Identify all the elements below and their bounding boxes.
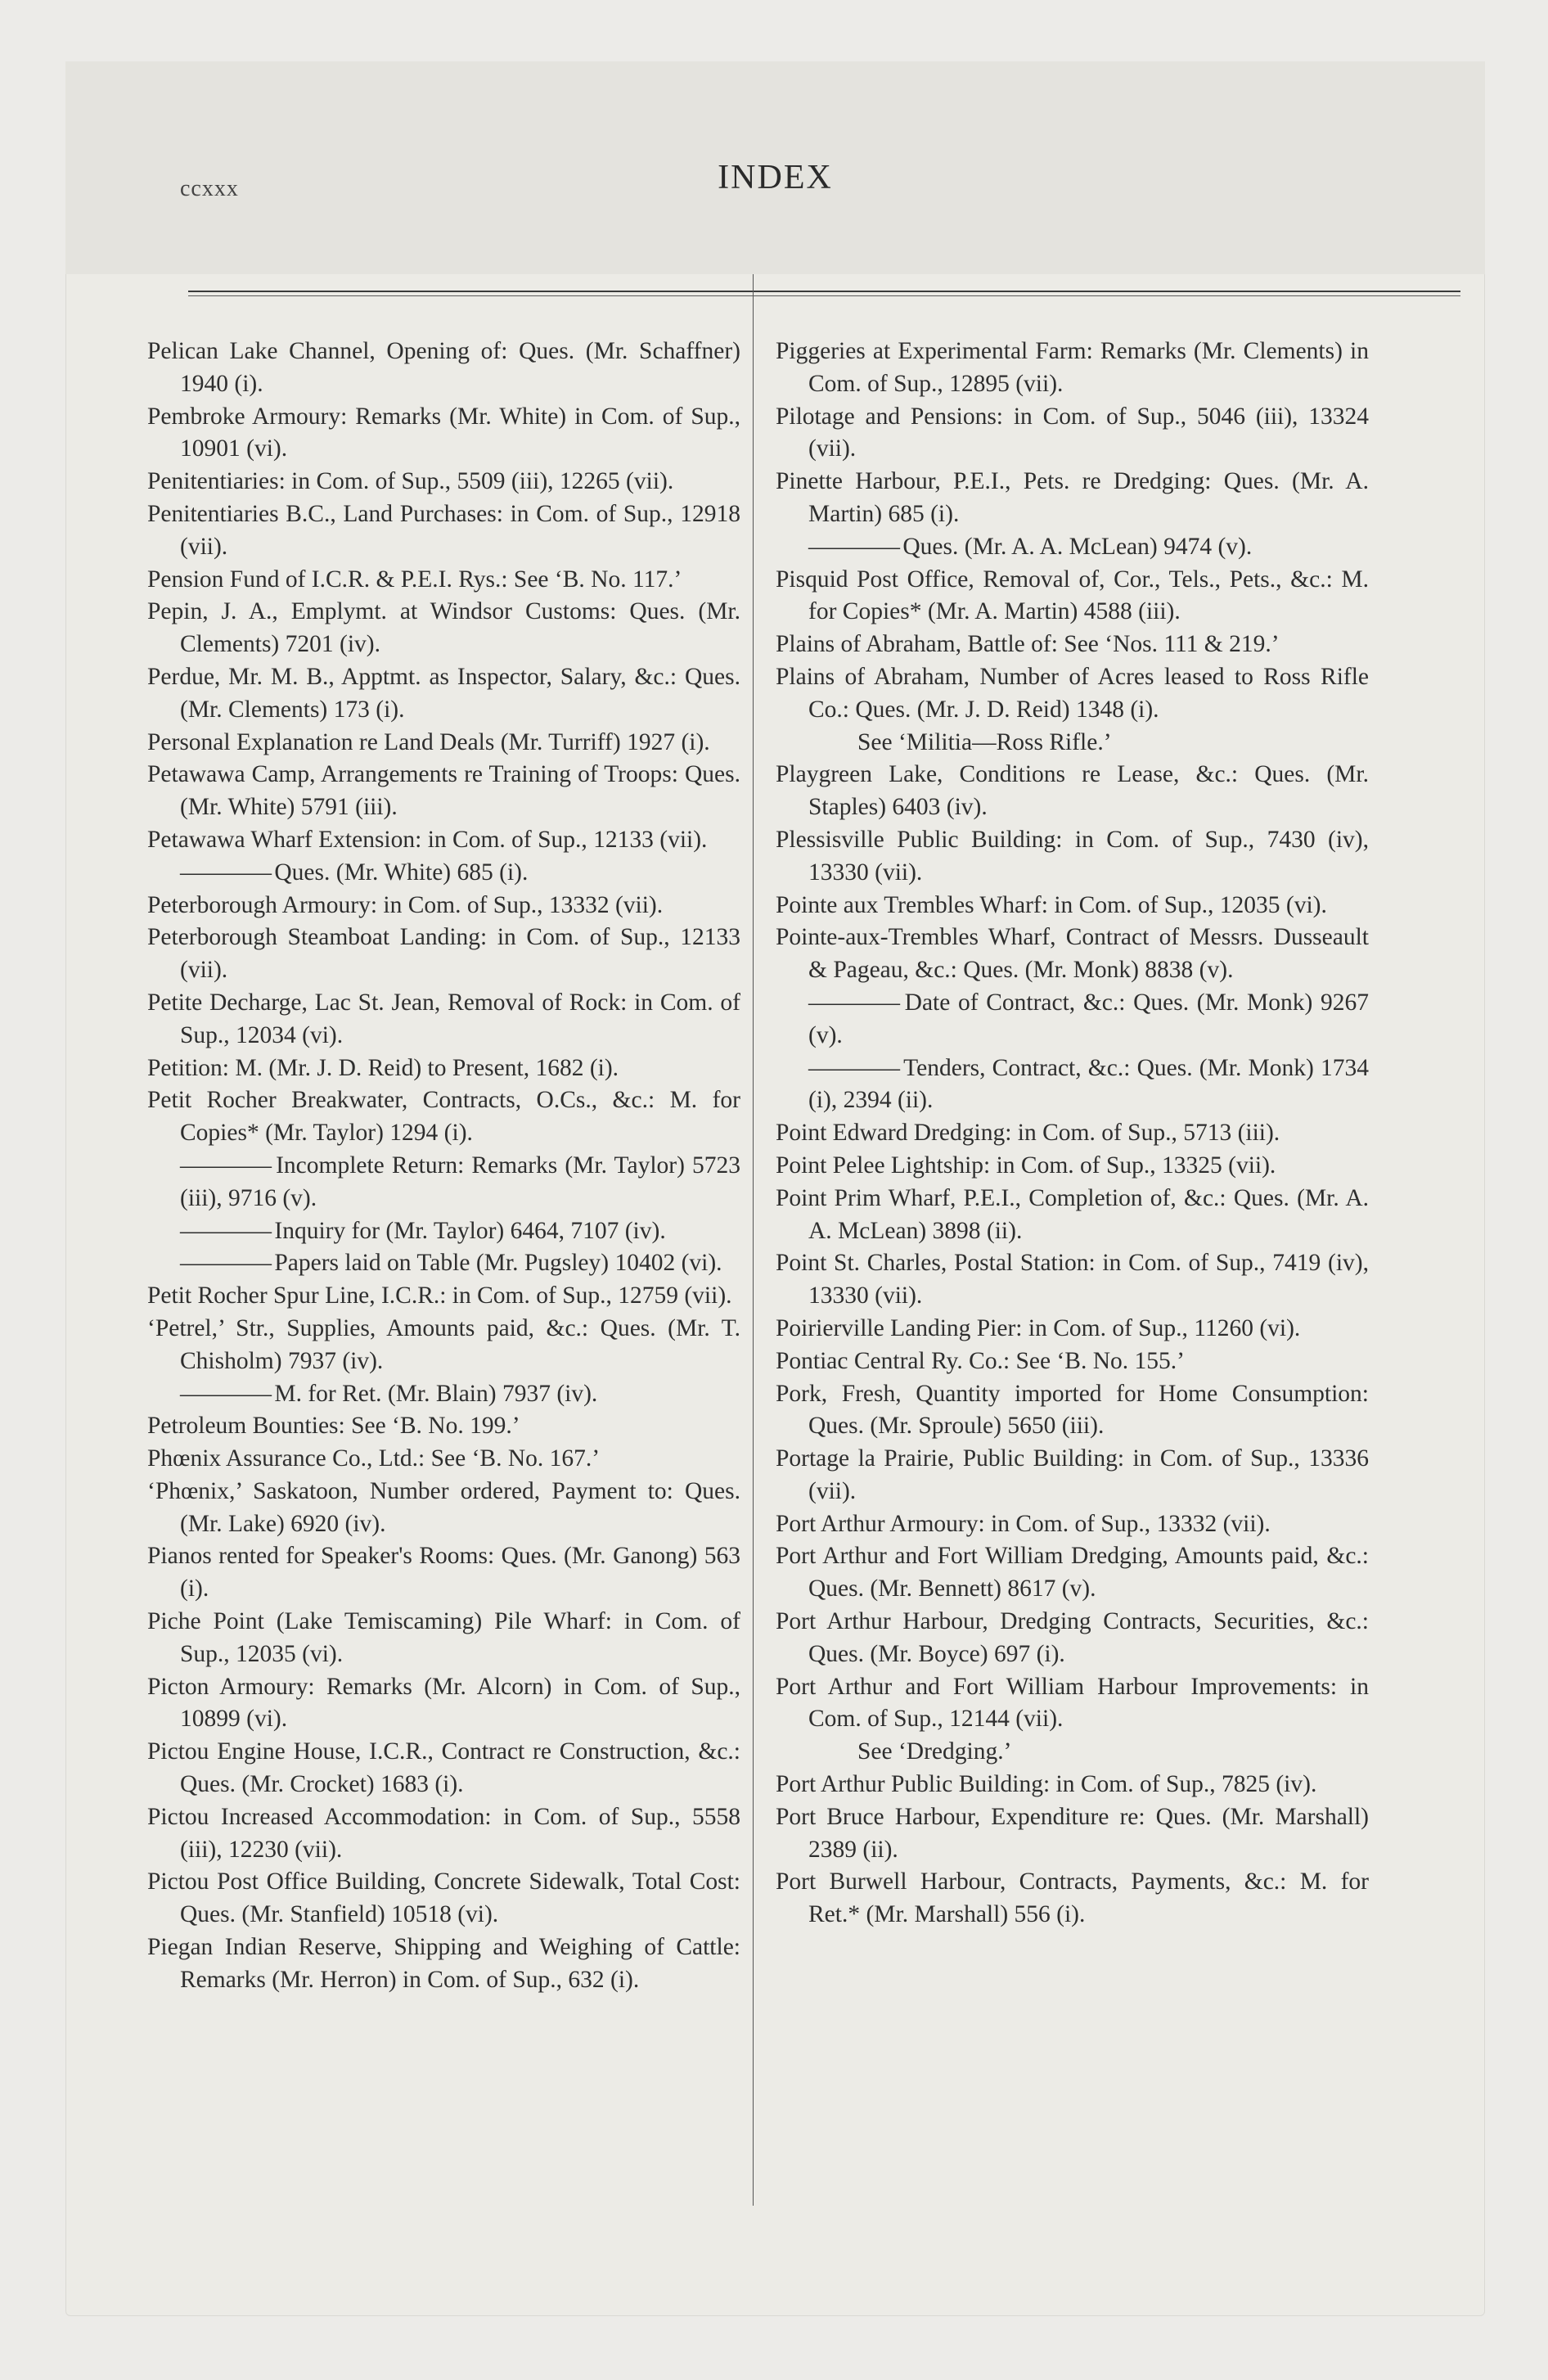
index-entry: Pontiac Central Ry. Co.: See ‘B. No. 155.’ <box>776 1347 1185 1374</box>
cross-reference: See ‘Militia—Ross Rifle.’ <box>857 728 1112 755</box>
index-entry: Port Arthur Armoury: in Com. of Sup., 13332 (vii). <box>776 1510 1271 1537</box>
index-entry: Pepin, J. A., Emplymt. at Windsor Customs: Ques. (Mr. Clements) 7201 (iv). <box>147 598 740 658</box>
index-subentry: ———— Date of Contract, &c.: Ques. (Mr. Monk) 9267 (v). <box>776 987 1369 1053</box>
index-entry: Pembroke Armoury: Remarks (Mr. White) in Com. of Sup., 10901 (vi). <box>147 403 740 462</box>
left-column <box>147 336 740 1997</box>
index-entry: Petite Decharge, Lac St. Jean, Removal of Rock: in Com. of Sup., 12034 (vi). <box>147 989 740 1048</box>
right-column <box>776 336 1369 1931</box>
index-entry: Pictou Post Office Building, Concrete Sidewalk, Total Cost: Ques. (Mr. Stanfield) 10518 (vi). <box>147 1868 740 1928</box>
index-entry: Pork, Fresh, Quantity imported for Home Consumption: Ques. (Mr. Sproule) 5650 (iii). <box>776 1380 1369 1440</box>
index-entry: Pinette Harbour, P.E.I., Pets. re Dredging: Ques. (Mr. A. Martin) 685 (i). <box>776 468 1369 527</box>
index-entry: Port Bruce Harbour, Expenditure re: Ques. (Mr. Marshall) 2389 (ii). <box>776 1803 1369 1863</box>
index-entry: Port Arthur and Fort William Dredging, Amounts paid, &c.: Ques. (Mr. Bennett) 8617 (v). <box>776 1543 1369 1602</box>
index-entry: ‘Petrel,’ Str., Supplies, Amounts paid, &c.: Ques. (Mr. T. Chisholm) 7937 (iv). <box>147 1314 740 1374</box>
index-entry: Plains of Abraham, Battle of: See ‘Nos. 111 & 219.’ <box>776 631 1280 658</box>
index-entry: Peterborough Armoury: in Com. of Sup., 13332 (vii). <box>147 891 664 918</box>
index-entry: Piche Point (Lake Temiscaming) Pile Wharf: in Com. of Sup., 12035 (vi). <box>147 1608 740 1667</box>
index-subentry: ———— M. for Ret. (Mr. Blain) 7937 (iv). <box>147 1378 740 1411</box>
index-entry: Petawawa Camp, Arrangements re Training of Troops: Ques. (Mr. White) 5791 (iii). <box>147 761 740 821</box>
index-entry: Personal Explanation re Land Deals (Mr. Turriff) 1927 (i). <box>147 728 710 755</box>
index-entry: Port Arthur Public Building: in Com. of Sup., 7825 (iv). <box>776 1771 1317 1798</box>
index-subentry: ———— Papers laid on Table (Mr. Pugsley) 10402 (vi). <box>147 1247 740 1280</box>
index-subentry: ———— Ques. (Mr. A. A. McLean) 9474 (v). <box>776 531 1369 564</box>
index-entry: Portage la Prairie, Public Building: in Com. of Sup., 13336 (vii). <box>776 1445 1369 1504</box>
index-entry: ‘Phœnix,’ Saskatoon, Number ordered, Payment to: Ques. (Mr. Lake) 6920 (iv). <box>147 1477 740 1537</box>
index-entry: Perdue, Mr. M. B., Apptmt. as Inspector, Salary, &c.: Ques. (Mr. Clements) 173 (i). <box>147 663 740 723</box>
index-entry: Playgreen Lake, Conditions re Lease, &c.: Ques. (Mr. Staples) 6403 (iv). <box>776 761 1369 821</box>
index-entry: Picton Armoury: Remarks (Mr. Alcorn) in Com. of Sup., 10899 (vi). <box>147 1673 740 1733</box>
index-entry: Port Arthur and Fort William Harbour Improvements: in Com. of Sup., 12144 (vii). <box>776 1673 1369 1733</box>
index-entry: Point Prim Wharf, P.E.I., Completion of, &c.: Ques. (Mr. A. A. McLean) 3898 (ii). <box>776 1184 1369 1244</box>
index-subentry: ———— Incomplete Return: Remarks (Mr. Taylor) 5723 (iii), 9716 (v). <box>147 1150 740 1215</box>
index-entry: Pension Fund of I.C.R. & P.E.I. Rys.: See ‘B. No. 117.’ <box>147 566 682 593</box>
index-page <box>65 61 1485 2316</box>
header-rule-thin <box>188 295 1460 296</box>
index-entry: Pelican Lake Channel, Opening of: Ques. (Mr. Schaffner) 1940 (i). <box>147 338 740 397</box>
running-title: INDEX <box>718 159 833 196</box>
index-entry: Petition: M. (Mr. J. D. Reid) to Present, 1682 (i). <box>147 1054 619 1081</box>
index-entry: Pointe aux Trembles Wharf: in Com. of Sup., 12035 (vi). <box>776 891 1327 918</box>
index-entry: Peterborough Steamboat Landing: in Com. of Sup., 12133 (vii). <box>147 924 740 984</box>
index-entry: Piegan Indian Reserve, Shipping and Weighing of Cattle: Remarks (Mr. Herron) in Com. of Sup., 632 (i). <box>147 1934 740 1993</box>
index-entry: Petit Rocher Spur Line, I.C.R.: in Com. of Sup., 12759 (vii). <box>147 1282 732 1309</box>
index-entry: Petawawa Wharf Extension: in Com. of Sup., 12133 (vii). <box>147 826 708 853</box>
cross-reference: See ‘Dredging.’ <box>857 1738 1012 1765</box>
column-divider <box>753 274 754 2206</box>
index-entry: Petit Rocher Breakwater, Contracts, O.Cs., &c.: M. for Copies* (Mr. Taylor) 1294 (i). <box>147 1087 740 1147</box>
page-number: ccxxx <box>180 176 239 201</box>
index-entry: Point Pelee Lightship: in Com. of Sup., 13325 (vii). <box>776 1152 1276 1179</box>
index-entry: Pointe-aux-Trembles Wharf, Contract of Messrs. Dusseault & Pageau, &c.: Ques. (Mr. Monk) 8838 (v). <box>776 924 1369 984</box>
index-entry: Pictou Engine House, I.C.R., Contract re Construction, &c.: Ques. (Mr. Crocket) 1683 (i). <box>147 1738 740 1798</box>
index-entry: Pilotage and Pensions: in Com. of Sup., 5046 (iii), 13324 (vii). <box>776 403 1369 462</box>
index-entry: Point Edward Dredging: in Com. of Sup., 5713 (iii). <box>776 1120 1280 1147</box>
index-entry: Plains of Abraham, Number of Acres leased to Ross Rifle Co.: Ques. (Mr. J. D. Reid) 1348 (i). <box>776 663 1369 723</box>
index-entry: Piggeries at Experimental Farm: Remarks (Mr. Clements) in Com. of Sup., 12895 (vii). <box>776 338 1369 397</box>
index-entry: Port Burwell Harbour, Contracts, Payments, &c.: M. for Ret.* (Mr. Marshall) 556 (i). <box>776 1868 1369 1928</box>
index-subentry: ———— Inquiry for (Mr. Taylor) 6464, 7107 (iv). <box>147 1215 740 1248</box>
index-entry: Petroleum Bounties: See ‘B. No. 199.’ <box>147 1413 520 1440</box>
header-rule <box>188 291 1460 292</box>
index-entry: Phœnix Assurance Co., Ltd.: See ‘B. No. 167.’ <box>147 1445 601 1472</box>
index-entry: Penitentiaries B.C., Land Purchases: in Com. of Sup., 12918 (vii). <box>147 500 740 560</box>
index-entry: Pisquid Post Office, Removal of, Cor., Tels., Pets., &c.: M. for Copies* (Mr. A. Martin) 4588 (iii). <box>776 566 1369 625</box>
index-entry: Plessisville Public Building: in Com. of Sup., 7430 (iv), 13330 (vii). <box>776 826 1369 886</box>
index-entry: Pianos rented for Speaker's Rooms: Ques. (Mr. Ganong) 563 (i). <box>147 1543 740 1602</box>
index-entry: Poirierville Landing Pier: in Com. of Sup., 11260 (vi). <box>776 1314 1301 1341</box>
index-subentry: ———— Ques. (Mr. White) 685 (i). <box>147 857 740 890</box>
index-entry: Point St. Charles, Postal Station: in Com. of Sup., 7419 (iv), 13330 (vii). <box>776 1250 1369 1309</box>
index-entry: Penitentiaries: in Com. of Sup., 5509 (iii), 12265 (vii). <box>147 468 674 495</box>
index-subentry: ———— Tenders, Contract, &c.: Ques. (Mr. Monk) 1734 (i), 2394 (ii). <box>776 1053 1369 1118</box>
index-entry: Port Arthur Harbour, Dredging Contracts, Securities, &c.: Ques. (Mr. Boyce) 697 (i). <box>776 1608 1369 1667</box>
index-entry: Pictou Increased Accommodation: in Com. of Sup., 5558 (iii), 12230 (vii). <box>147 1803 740 1863</box>
page-header <box>65 61 1485 274</box>
